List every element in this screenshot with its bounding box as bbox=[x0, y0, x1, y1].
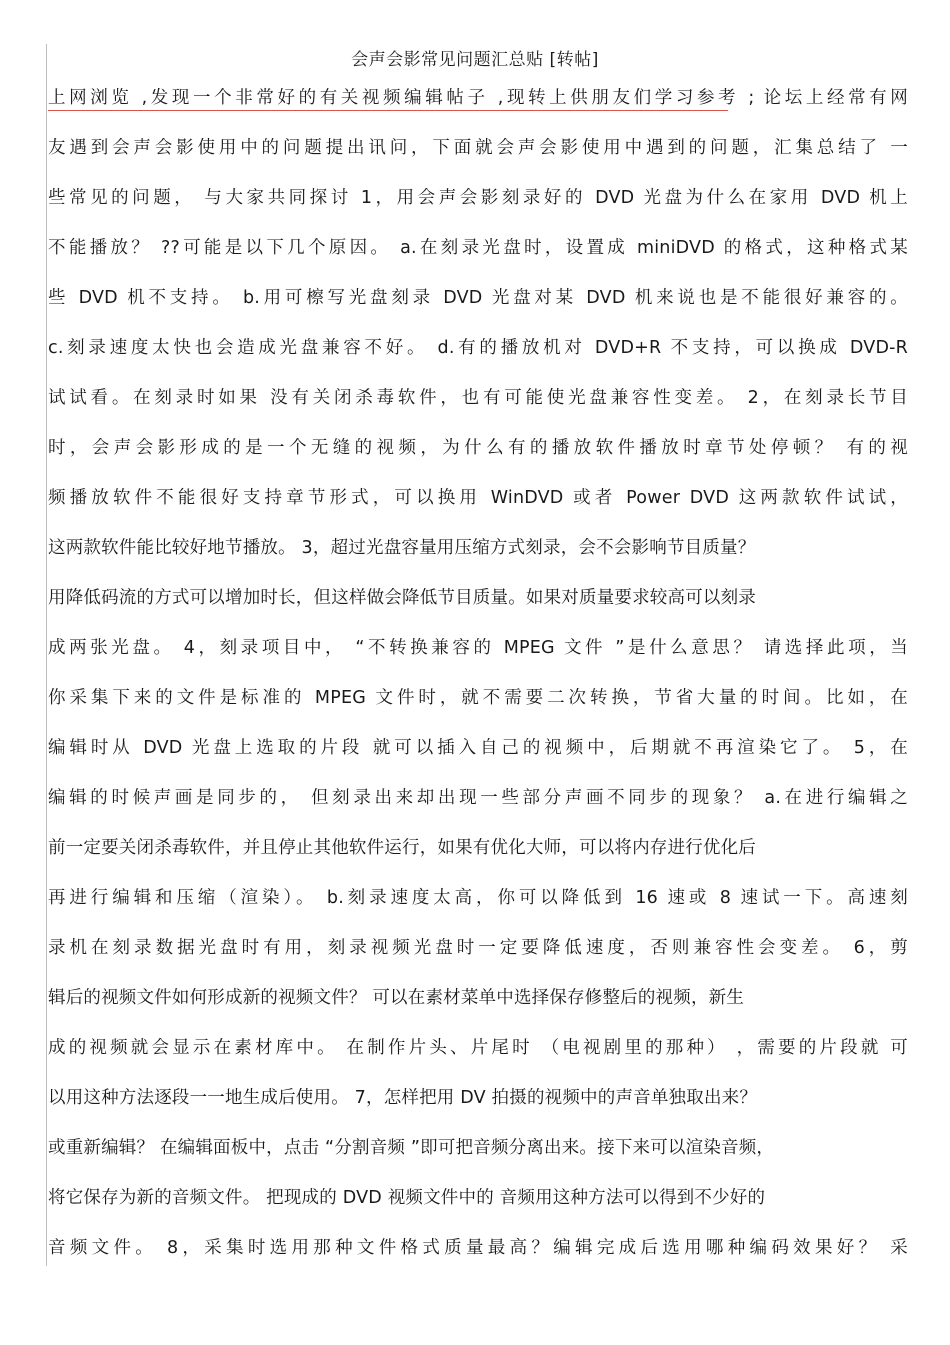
text-line: 成两张光盘。 4，刻录项目中， “不转换兼容的 MPEG 文件 ”是什么意思？ 请选择此项，当 bbox=[48, 638, 908, 658]
text-line: 录机在刻录数据光盘时有用，刻录视频光盘时一定要降低速度，否则兼容性会变差。 6，剪 bbox=[48, 938, 908, 958]
text-line: 些 DVD 机不支持。 b.用可檫写光盘刻录 DVD 光盘对某 DVD 机来说也是不能很好兼容的。 bbox=[48, 288, 908, 308]
text-line: 前一定要关闭杀毒软件，并且停止其他软件运行，如果有优化大师，可以将内存进行优化后 bbox=[48, 838, 756, 858]
text-line: 再进行编辑和压缩（渲染）。 b.刻录速度太高，你可以降低到 16 速或 8 速试一下。高速刻 bbox=[48, 888, 908, 908]
text-line: 音频文件。 8，采集时选用那种文件格式质量最高？编辑完成后选用哪种编码效果好？ 采 bbox=[48, 1238, 908, 1258]
text-line: 或重新编辑？ 在编辑面板中，点击 “分割音频 ”即可把音频分离出来。接下来可以渲染音频， bbox=[48, 1138, 775, 1158]
text-line: 些常见的问题， 与大家共同探讨 1，用会声会影刻录好的 DVD 光盘为什么在家用 DVD 机上 bbox=[48, 188, 908, 208]
text-line: 这两款软件能比较好地节播放。 3，超过光盘容量用压缩方式刻录，会不会影响节目质量？ bbox=[48, 538, 756, 558]
text-line: 成的视频就会显示在素材库中。 在制作片头、片尾时 （电视剧里的那种） ，需要的片段就 可 bbox=[48, 1038, 908, 1058]
text-line-content: 上网浏览 ,发现一个非常好的有关视频编辑帖子 ,现转上供朋友们学习参考 ; 论坛上经常有网 bbox=[48, 88, 908, 108]
text-line: 时，会声会影形成的是一个无缝的视频，为什么有的播放软件播放时章节处停顿？ 有的视 bbox=[48, 438, 908, 458]
text-line: 编辑的时候声画是同步的， 但刻录出来却出现一些部分声画不同步的现象？ a.在进行编辑之 bbox=[48, 788, 908, 808]
text-line: 辑后的视频文件如何形成新的视频文件？ 可以在素材菜单中选择保存修整后的视频，新生 bbox=[48, 988, 745, 1008]
text-line: 用降低码流的方式可以增加时长，但这样做会降低节目质量。如果对质量要求较高可以刻录 bbox=[48, 588, 756, 608]
text-line: 频播放软件不能很好支持章节形式，可以换用 WinDVD 或者 Power DVD 这两款软件试试， bbox=[48, 488, 908, 508]
text-line: 你采集下来的文件是标准的 MPEG 文件时，就不需要二次转换，节省大量的时间。比如，在 bbox=[48, 688, 908, 708]
text-line: 不能播放？ ??可能是以下几个原因。 a.在刻录光盘时，设置成 miniDVD 的格式，这种格式某 bbox=[48, 238, 908, 258]
text-line: 编辑时从 DVD 光盘上选取的片段 就可以插入自己的视频中，后期就不再渲染它了。 5，在 bbox=[48, 738, 908, 758]
text-line: 友遇到会声会影使用中的问题提出讯问，下面就会声会影使用中遇到的问题，汇集总结了 一 bbox=[48, 138, 908, 158]
red-underline bbox=[48, 110, 728, 111]
text-line: 试试看。在刻录时如果 没有关闭杀毒软件，也有可能使光盘兼容性变差。 2，在刻录长节目 bbox=[48, 388, 908, 408]
text-line bbox=[48, 84, 908, 134]
text-line: c.刻录速度太快也会造成光盘兼容不好。 d.有的播放机对 DVD+R 不支持，可以换成 DVD-R bbox=[48, 338, 908, 358]
article-body bbox=[48, 84, 908, 1284]
text-line: 将它保存为新的音频文件。 把现成的 DVD 视频文件中的 音频用这种方法可以得到不少好的 bbox=[48, 1188, 766, 1208]
margin-rule bbox=[46, 44, 47, 1266]
page-title: 会声会影常见问题汇总贴 [转帖] bbox=[351, 50, 599, 70]
text-line: 以用这种方法逐段一一地生成后使用。 7，怎样把用 DV 拍摄的视频中的声音单独取出来？ bbox=[48, 1088, 758, 1108]
